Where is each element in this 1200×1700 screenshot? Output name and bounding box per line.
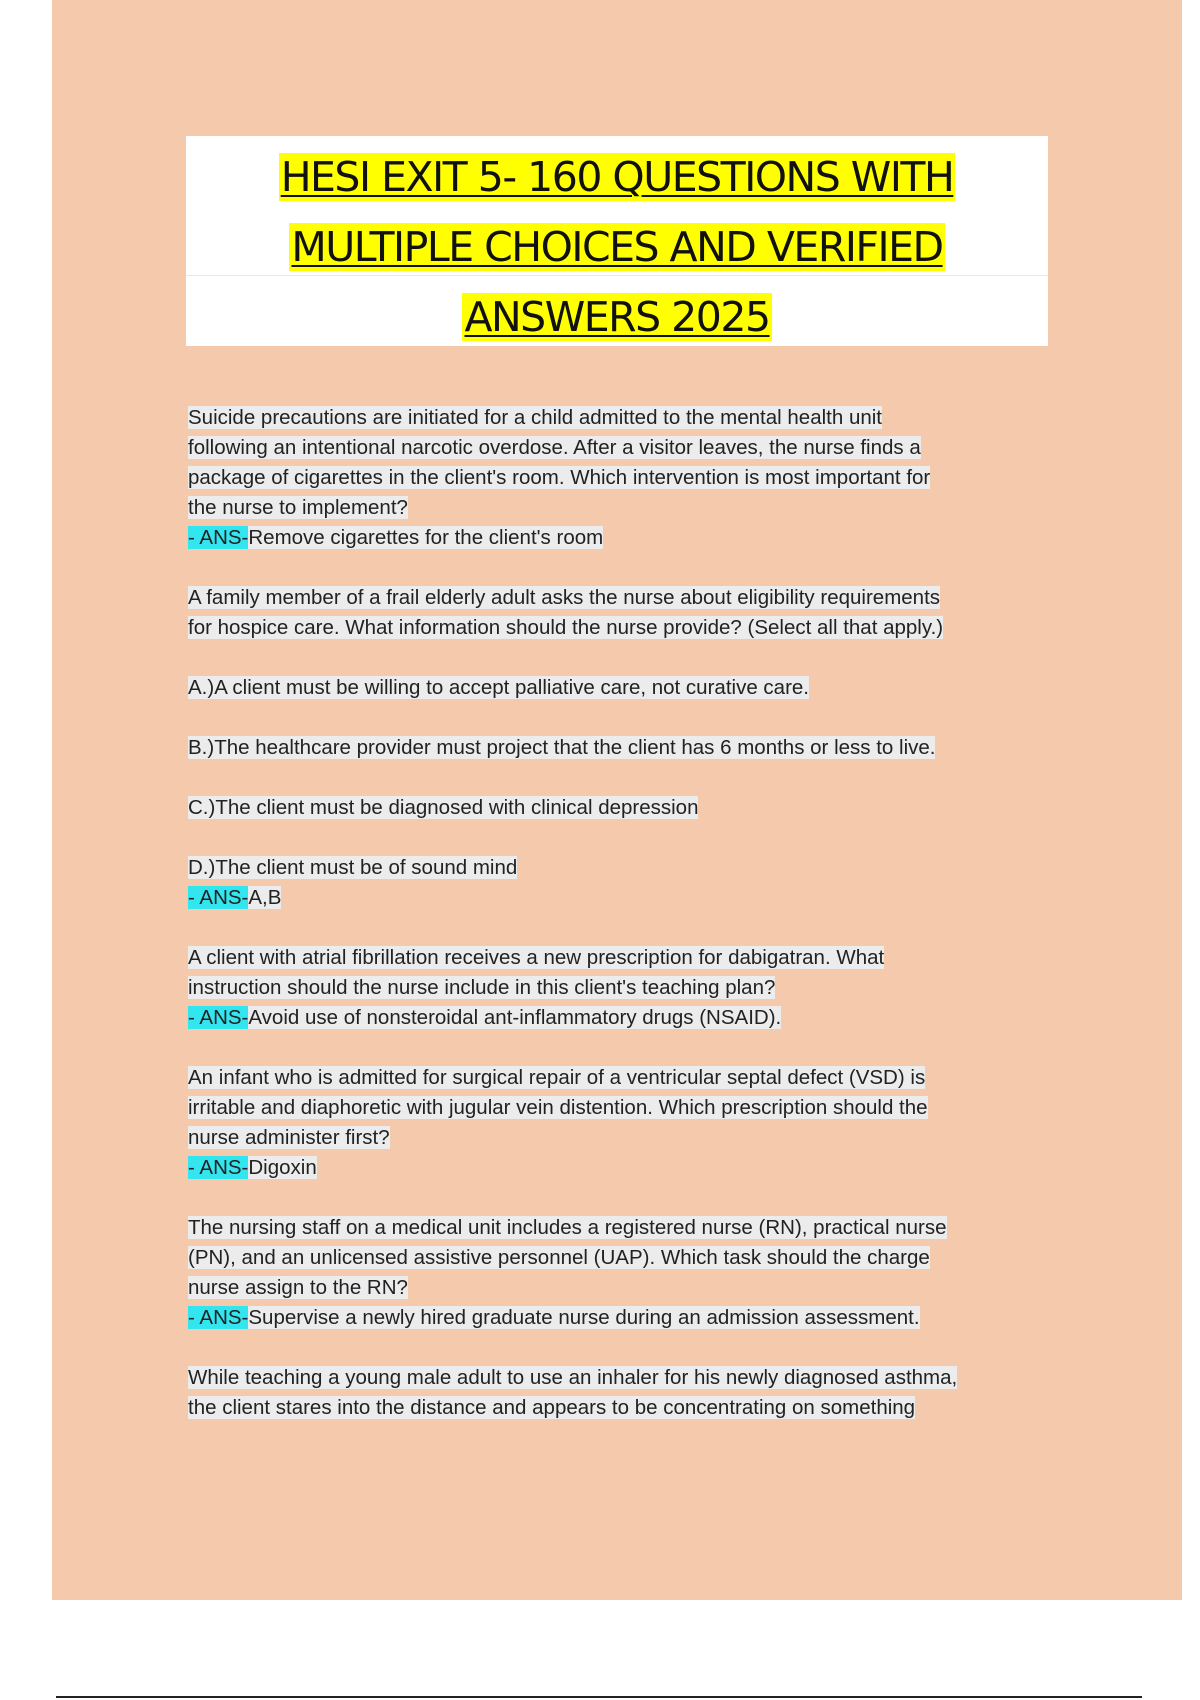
question-line: nurse assign to the RN? xyxy=(188,1276,408,1299)
title-line: MULTIPLE CHOICES AND VERIFIED xyxy=(291,223,943,271)
answer-line xyxy=(188,883,1068,913)
answer-label: - ANS- xyxy=(188,1006,249,1029)
question-line: package of cigarettes in the client's room. Which intervention is most important for xyxy=(188,466,931,489)
question-line: While teaching a young male adult to use an inhaler for his newly diagnosed asthma, xyxy=(188,1366,958,1389)
answer-label: - ANS- xyxy=(188,886,249,909)
option-item xyxy=(188,673,1068,703)
question-line: A family member of a frail elderly adult asks the nurse about eligibility requirements xyxy=(188,586,941,609)
answer-label: - ANS- xyxy=(188,1156,249,1179)
answer-label: - ANS- xyxy=(188,1306,249,1329)
answer-text: Avoid use of nonsteroidal ant-inflammatory drugs (NSAID). xyxy=(248,1006,782,1029)
answer-label: - ANS- xyxy=(188,526,249,549)
question-line: Suicide precautions are initiated for a child admitted to the mental health unit xyxy=(188,406,882,429)
question-item xyxy=(188,583,1068,643)
answer-line xyxy=(188,1003,1068,1033)
question-line: for hospice care. What information should the nurse provide? (Select all that apply.) xyxy=(188,616,944,639)
option-item xyxy=(188,733,1068,763)
option-c: C.)The client must be diagnosed with clinical depression xyxy=(188,796,699,819)
title-line: HESI EXIT 5- 160 QUESTIONS WITH xyxy=(280,153,954,201)
question-item xyxy=(188,943,1068,1033)
question-line: the client stares into the distance and appears to be concentrating on something xyxy=(188,1396,916,1419)
question-line: following an intentional narcotic overdose. After a visitor leaves, the nurse finds a xyxy=(188,436,921,459)
document-title xyxy=(186,142,1048,352)
question-line: (PN), and an unlicensed assistive personnel (UAP). Which task should the charge xyxy=(188,1246,930,1269)
option-item xyxy=(188,793,1068,823)
answer-text: Supervise a newly hired graduate nurse during an admission assessment. xyxy=(248,1306,920,1329)
option-d: D.)The client must be of sound mind xyxy=(188,856,518,879)
option-b: B.)The healthcare provider must project that the client has 6 months or less to live. xyxy=(188,736,936,759)
question-item xyxy=(188,1363,1068,1423)
question-line: instruction should the nurse include in this client's teaching plan? xyxy=(188,976,776,999)
question-line: An infant who is admitted for surgical repair of a ventricular septal defect (VSD) is xyxy=(188,1066,926,1089)
option-a: A.)A client must be willing to accept palliative care, not curative care. xyxy=(188,676,809,699)
question-item xyxy=(188,1213,1068,1333)
question-item xyxy=(188,1063,1068,1183)
answer-text: Digoxin xyxy=(248,1156,317,1179)
option-item xyxy=(188,853,1068,913)
questions-list xyxy=(188,403,1068,1453)
title-line: ANSWERS 2025 xyxy=(464,293,770,341)
question-line: irritable and diaphoretic with jugular vein distention. Which prescription should the xyxy=(188,1096,928,1119)
question-line: the nurse to implement? xyxy=(188,496,408,519)
answer-line xyxy=(188,1153,1068,1183)
question-line: The nursing staff on a medical unit includes a registered nurse (RN), practical nurse xyxy=(188,1216,947,1239)
title-box xyxy=(186,136,1048,346)
question-line: nurse administer first? xyxy=(188,1126,390,1149)
answer-text: A,B xyxy=(248,886,282,909)
question-line: A client with atrial fibrillation receives a new prescription for dabigatran. What xyxy=(188,946,885,969)
answer-line xyxy=(188,523,1068,553)
answer-line xyxy=(188,1303,1068,1333)
answer-text: Remove cigarettes for the client's room xyxy=(248,526,604,549)
footer-rule xyxy=(56,1696,1142,1698)
question-item xyxy=(188,403,1068,553)
